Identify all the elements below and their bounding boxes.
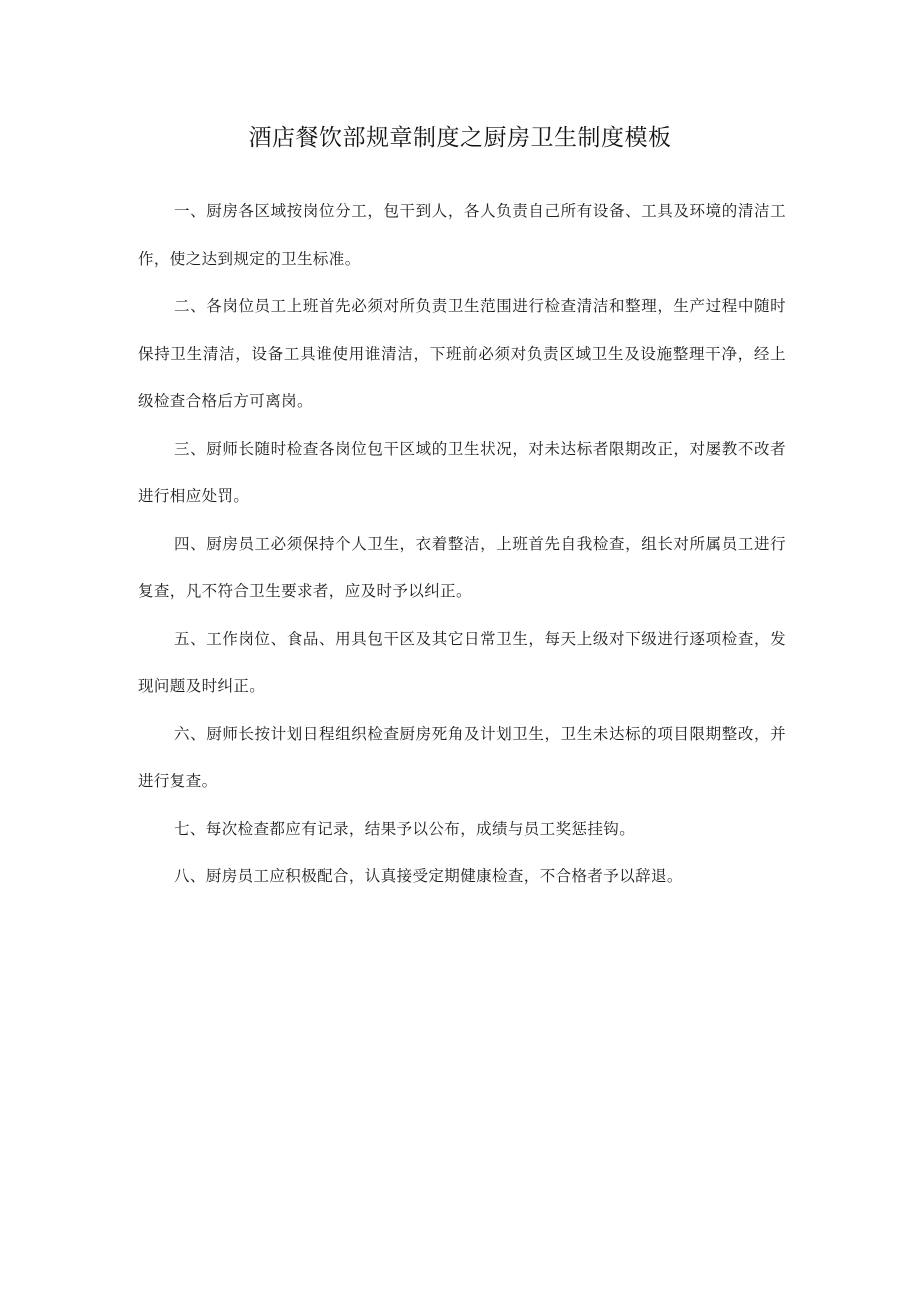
document-title: 酒店餐饮部规章制度之厨房卫生制度模板	[248, 125, 672, 151]
document-body	[138, 188, 786, 901]
rule-paragraph-6: 六、厨师长按计划日程组织检查厨房死角及计划卫生，卫生未达标的项目限期整改，并进行复查。	[138, 724, 786, 790]
rule-paragraph-2: 二、各岗位员工上班首先必须对所负责卫生范围进行检查清洁和整理，生产过程中随时保持卫生清洁，设备工具谁使用谁清洁，下班前必须对负责区域卫生及设施整理干净，经上级检查合格后方可离岗。	[138, 297, 786, 410]
rule-paragraph-5: 五、工作岗位、食品、用具包干区及其它日常卫生，每天上级对下级进行逐项检查，发现问题及时纠正。	[138, 629, 786, 695]
rule-paragraph-8: 八、厨房员工应积极配合，认真接受定期健康检查，不合格者予以辞退。	[174, 867, 683, 885]
rule-paragraph-4: 四、厨房员工必须保持个人卫生，衣着整洁，上班首先自我检查，组长对所属员工进行复查，凡不符合卫生要求者，应及时予以纠正。	[138, 534, 786, 600]
rule-paragraph-1: 一、厨房各区域按岗位分工，包干到人，各人负责自己所有设备、工具及环境的清洁工作，使之达到规定的卫生标准。	[138, 202, 786, 268]
rule-paragraph-7: 七、每次检查都应有记录，结果予以公布，成绩与员工奖惩挂钩。	[174, 819, 636, 838]
rule-paragraph-3: 三、厨师长随时检查各岗位包干区域的卫生状况，对未达标者限期改正，对屡教不改者进行相应处罚。	[138, 439, 786, 505]
